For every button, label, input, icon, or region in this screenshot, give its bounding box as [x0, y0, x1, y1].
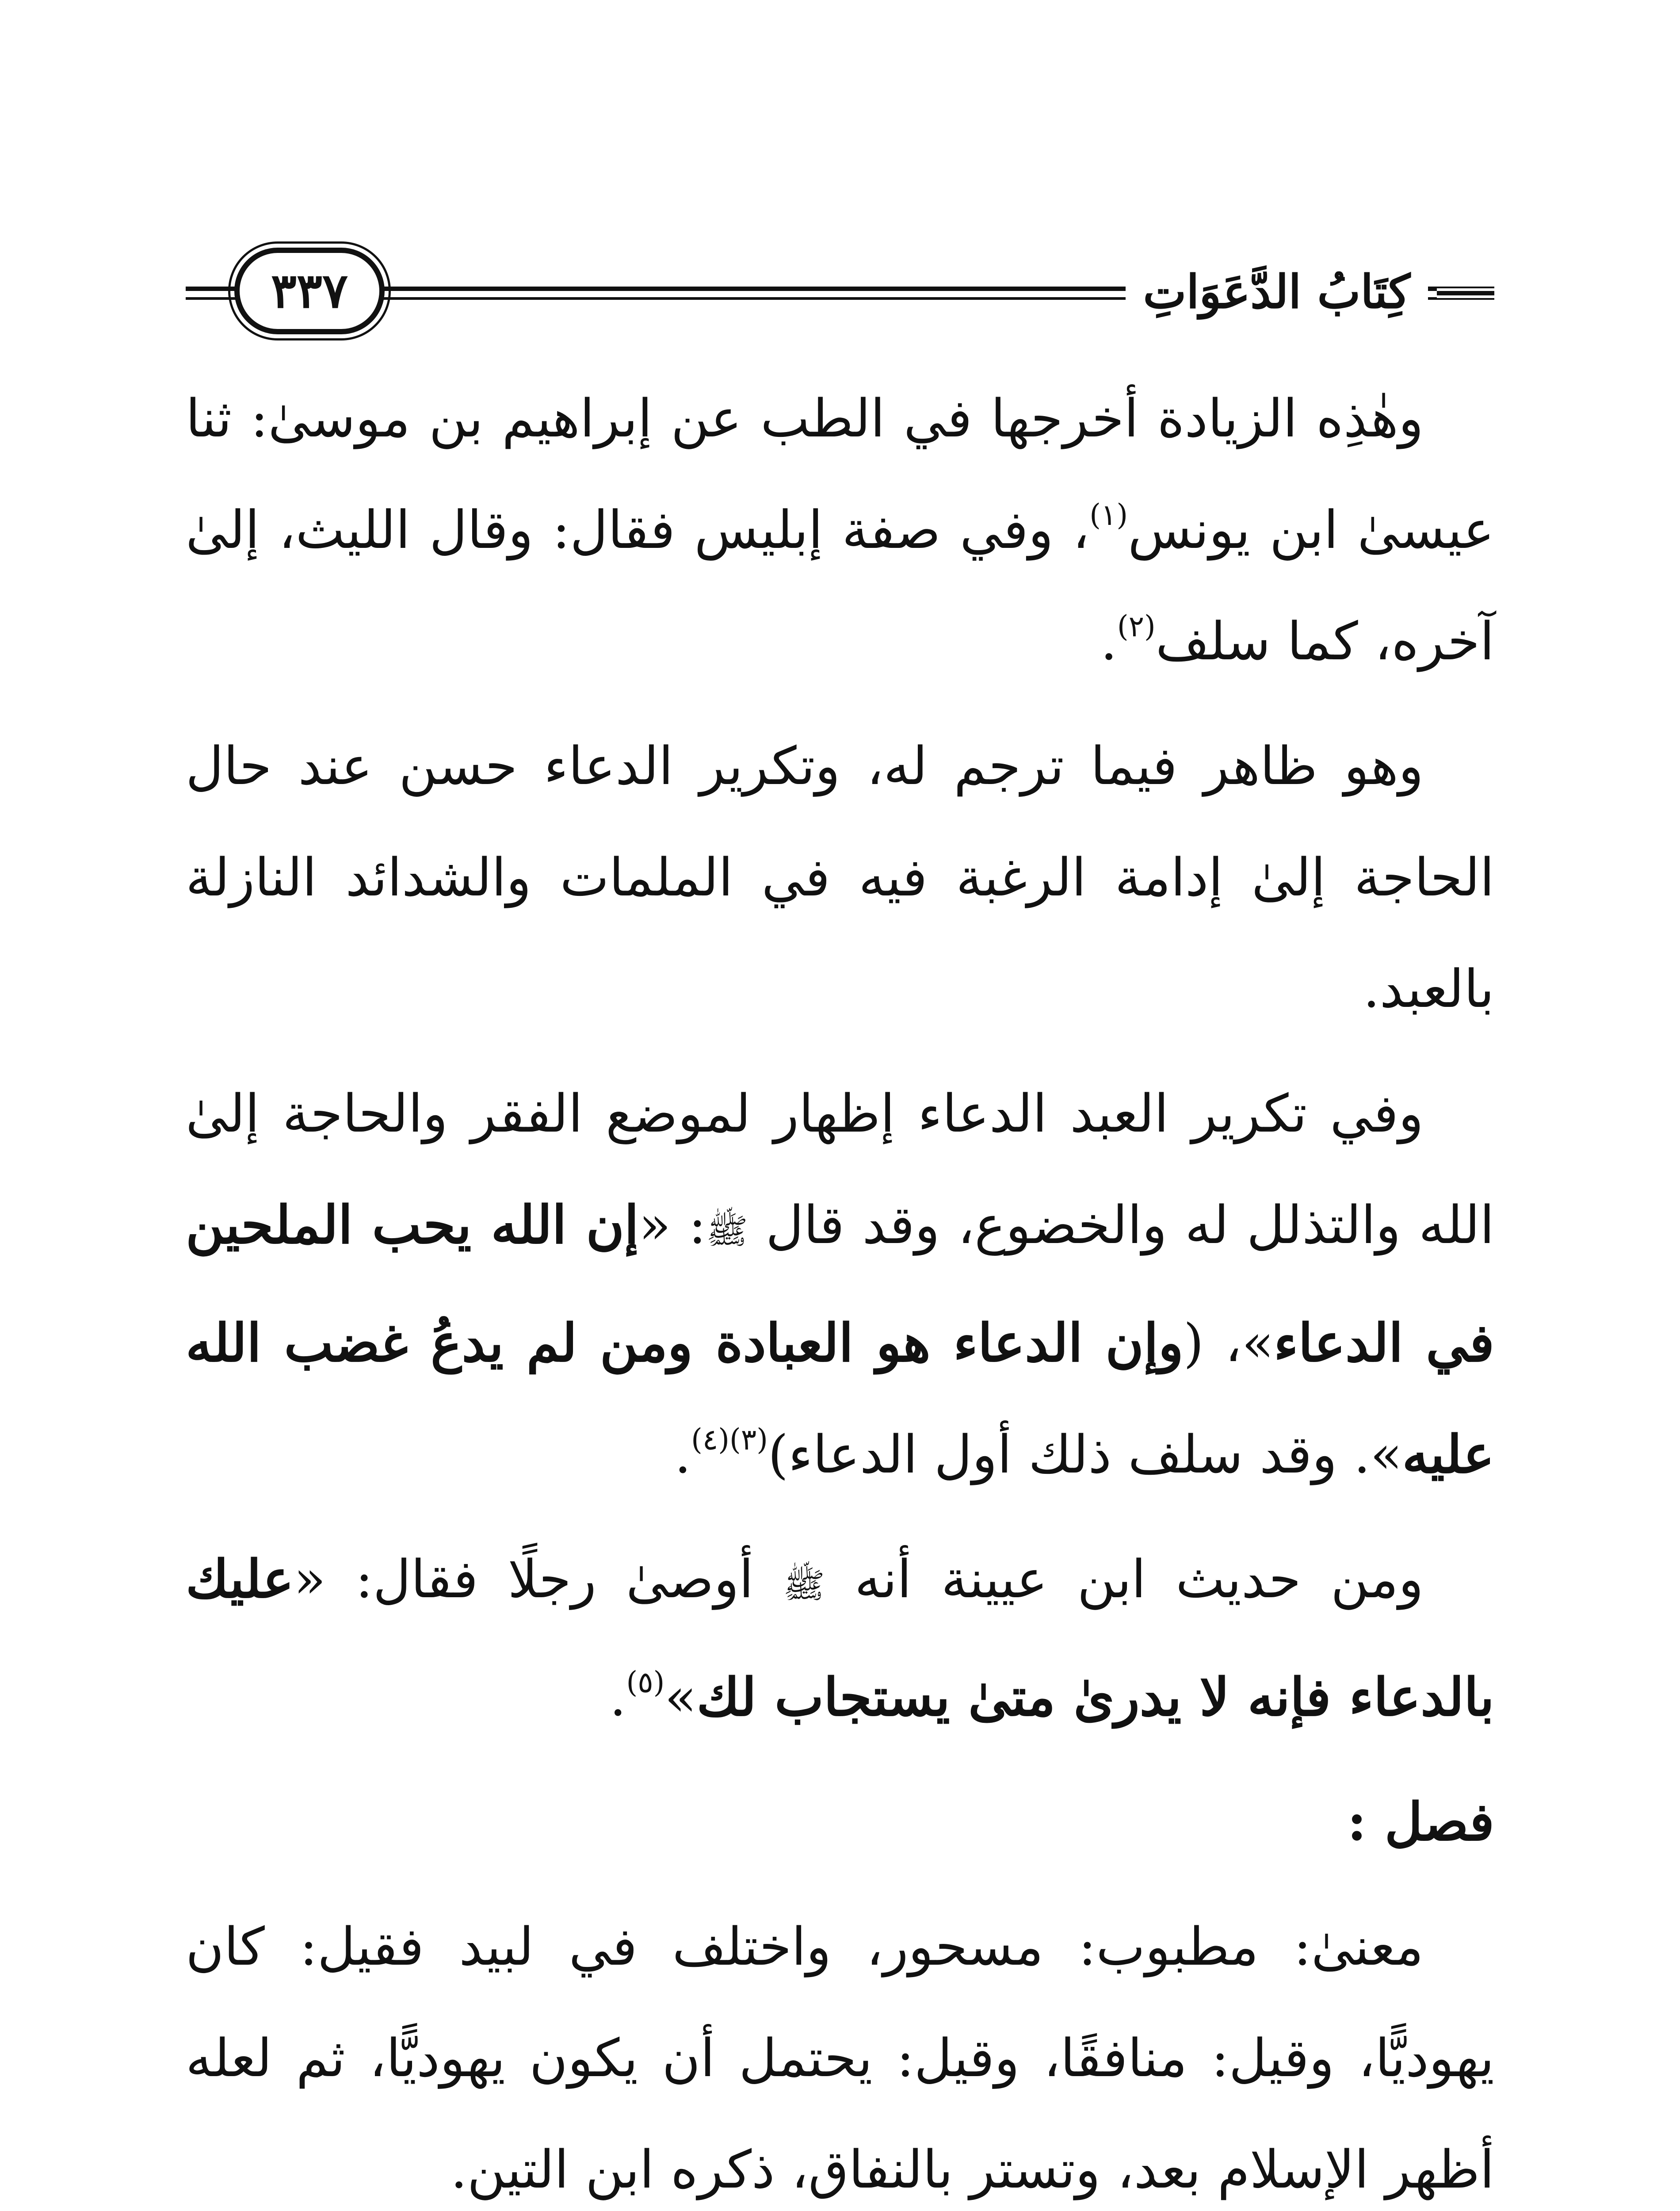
footnote-ref[interactable]: (٥) — [626, 1665, 665, 1699]
footnote-ref[interactable]: (١) — [1089, 498, 1128, 532]
text-run: أوصىٰ رجلًا فقال: « — [294, 1549, 754, 1610]
text-run: . — [674, 1424, 691, 1485]
text-run: ، وفي صفة إبليس فقال: وقال الليث، إلىٰ آخره، كما سلف — [186, 499, 1494, 672]
text-run: »، ( — [1183, 1312, 1274, 1373]
text-run: : « — [638, 1194, 706, 1255]
text-run: . — [609, 1667, 626, 1728]
paragraph — [186, 1058, 1494, 1510]
book-title: كِتَابُ الدَّعَوَاتِ — [1126, 261, 1428, 323]
hadith-text: وإن الدعاء هو العبادة ومن لم يدعُ غضب الله عليه — [186, 1312, 1494, 1485]
paragraph — [186, 363, 1494, 697]
footnote-ref[interactable]: (٤) — [691, 1423, 730, 1457]
section-heading: فصل : — [1347, 1791, 1494, 1852]
honorific-glyph: ﷺ — [706, 1212, 748, 1251]
text-run: ومن حديث ابن عيينة أنه — [854, 1549, 1424, 1610]
footnote-ref[interactable]: (٢) — [1117, 609, 1156, 643]
text-run: وفي تكرير العبد الدعاء إظهار لموضع الفقر والحاجة إلىٰ الله والتذلل له والخضوع، وقد قال — [186, 1083, 1494, 1255]
paragraph: معنىٰ: مطبوب: مسحور، واختلف في لبيد فقيل: كان يهوديًّا، وقيل: منافقًا، وقيل: يحتمل أن يكون يهوديًّا، ثم لعله أظهر الإسلام بعد، وتستر بالنفاق، ذكره ابن التين. — [186, 1916, 1494, 2200]
hadith-text: عليك بالدعاء فإنه لا يدرىٰ متىٰ يستجاب لك — [186, 1548, 1494, 1728]
hadith-text: إن الله يحب الملحين في الدعاء — [186, 1194, 1494, 1373]
paragraph: وهو ظاهر فيما ترجم له، وتكرير الدعاء حسن عند حال الحاجة إلىٰ إدامة الرغبة فيه في الملمات والشدائد النازلة بالعبد. — [186, 735, 1494, 1019]
text-run: » — [664, 1667, 697, 1728]
text-run: ». وقد سلف ذلك أول الدعاء) — [767, 1424, 1402, 1485]
section-heading-line — [186, 1766, 1494, 1878]
text-run: وهٰذِه الزيادة أخرجها في الطب عن إبراهيم بن موسىٰ: ثنا عيسىٰ ابن يونس — [186, 388, 1494, 560]
running-header — [186, 248, 1494, 336]
honorific-glyph: ﷺ — [783, 1566, 825, 1606]
paragraph — [186, 1523, 1494, 1753]
footnote-ref[interactable]: (٣) — [729, 1423, 768, 1457]
text-run: . — [1100, 611, 1117, 672]
page-number: ٣٣٧ — [234, 248, 385, 334]
main-text — [186, 363, 1494, 2211]
header-dash — [1437, 288, 1494, 298]
